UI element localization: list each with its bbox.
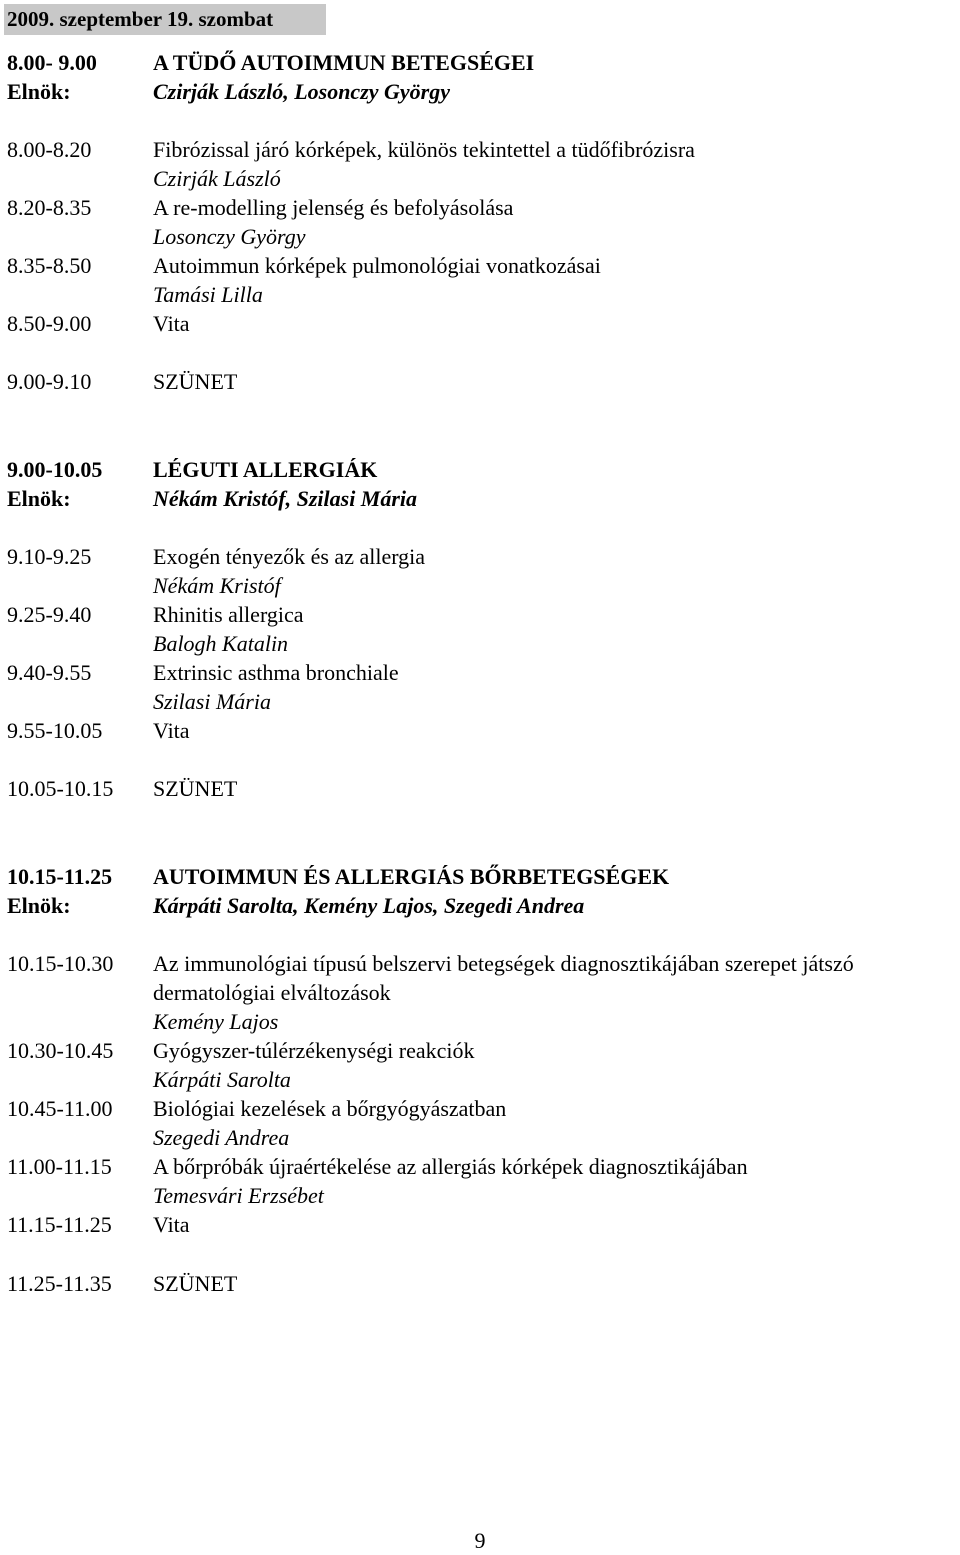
schedule-row	[0, 629, 960, 658]
schedule-row	[0, 367, 960, 396]
row-text: Extrinsic asthma bronchiale	[153, 660, 399, 685]
row-time: Elnök:	[7, 79, 71, 104]
row-time: Elnök:	[7, 893, 71, 918]
row-time: 8.00-8.20	[7, 137, 92, 162]
row-text: A TÜDŐ AUTOIMMUN BETEGSÉGEI	[153, 50, 535, 75]
schedule-row	[0, 862, 960, 891]
row-time: 8.20-8.35	[7, 195, 92, 220]
schedule-row	[0, 135, 960, 164]
row-text: Vita	[153, 718, 190, 743]
row-text: LÉGUTI ALLERGIÁK	[153, 457, 378, 482]
row-text: SZÜNET	[153, 776, 238, 801]
row-time: 10.45-11.00	[7, 1096, 113, 1121]
schedule-row	[0, 309, 960, 338]
row-time: 8.50-9.00	[7, 311, 92, 336]
schedule-row	[0, 774, 960, 803]
row-time: 10.05-10.15	[7, 776, 114, 801]
schedule-row	[0, 949, 960, 978]
schedule-row	[0, 658, 960, 687]
row-time: 8.00- 9.00	[7, 50, 97, 75]
row-text: Losonczy György	[153, 224, 306, 249]
row-text: Nékám Kristóf, Szilasi Mária	[153, 486, 418, 511]
row-text: dermatológiai elváltozások	[153, 980, 391, 1005]
row-text: AUTOIMMUN ÉS ALLERGIÁS BŐRBETEGSÉGEK	[153, 864, 670, 889]
row-text: SZÜNET	[153, 1271, 238, 1296]
schedule-row	[0, 77, 960, 106]
schedule-row	[0, 542, 960, 571]
row-text: Rhinitis allergica	[153, 602, 304, 627]
row-time: 10.30-10.45	[7, 1038, 114, 1063]
schedule-row	[0, 164, 960, 193]
row-text: Temesvári Erzsébet	[153, 1183, 324, 1208]
row-text: Biológiai kezelések a bőrgyógyászatban	[153, 1096, 507, 1121]
row-text: Exogén tényezők és az allergia	[153, 544, 426, 569]
row-text: Vita	[153, 1212, 190, 1237]
row-time: 9.00-10.05	[7, 457, 103, 482]
row-text: Az immunológiai típusú belszervi betegségek diagnosztikájában szerepet játszó	[153, 951, 854, 976]
row-text: A bőrpróbák újraértékelése az allergiás kórképek diagnosztikájában	[153, 1154, 748, 1179]
schedule-row	[0, 1152, 960, 1181]
schedule-row	[0, 455, 960, 484]
schedule-row	[0, 978, 960, 1007]
row-text: Gyógyszer-túlérzékenységi reakciók	[153, 1038, 475, 1063]
date-banner: 2009. szeptember 19. szombat	[4, 4, 326, 35]
schedule-row	[0, 484, 960, 513]
row-text: Fibrózissal járó kórképek, különös tekintettel a tüdőfibrózisra	[153, 137, 695, 162]
row-text: SZÜNET	[153, 369, 238, 394]
row-text: Kárpáti Sarolta	[153, 1067, 291, 1092]
row-time: 8.35-8.50	[7, 253, 92, 278]
schedule-row	[0, 600, 960, 629]
schedule-row	[0, 571, 960, 600]
schedule-row	[0, 280, 960, 309]
schedule-row	[0, 1036, 960, 1065]
row-text: Kárpáti Sarolta, Kemény Lajos, Szegedi Andrea	[153, 893, 585, 918]
row-time: 9.10-9.25	[7, 544, 92, 569]
row-text: Vita	[153, 311, 190, 336]
schedule-row	[0, 1181, 960, 1210]
row-text: Tamási Lilla	[153, 282, 263, 307]
row-time: 11.00-11.15	[7, 1154, 112, 1179]
row-text: Szegedi Andrea	[153, 1125, 290, 1150]
row-text: Czirják László	[153, 166, 281, 191]
row-text: Balogh Katalin	[153, 631, 289, 656]
row-time: 9.00-9.10	[7, 369, 92, 394]
row-time: 9.25-9.40	[7, 602, 92, 627]
row-time: 9.55-10.05	[7, 718, 103, 743]
schedule-row	[0, 222, 960, 251]
row-text: Autoimmun kórképek pulmonológiai vonatkozásai	[153, 253, 601, 278]
schedule-row	[0, 193, 960, 222]
schedule-row	[0, 48, 960, 77]
schedule-row	[0, 1007, 960, 1036]
row-text: Nékám Kristóf	[153, 573, 281, 598]
row-text: A re-modelling jelenség és befolyásolása	[153, 195, 514, 220]
row-time: 11.15-11.25	[7, 1212, 112, 1237]
row-time: Elnök:	[7, 486, 71, 511]
row-text: Czirják László, Losonczy György	[153, 79, 450, 104]
row-time: 9.40-9.55	[7, 660, 92, 685]
schedule-row	[0, 1094, 960, 1123]
row-time: 11.25-11.35	[7, 1271, 112, 1296]
schedule-row	[0, 251, 960, 280]
row-time: 10.15-11.25	[7, 864, 113, 889]
page-number: 9	[474, 1528, 486, 1553]
schedule-row	[0, 891, 960, 920]
schedule-row	[0, 687, 960, 716]
schedule-row	[0, 1269, 960, 1298]
schedule-row	[0, 1065, 960, 1094]
schedule-row	[0, 716, 960, 745]
schedule-row	[0, 1123, 960, 1152]
schedule-row	[0, 1210, 960, 1239]
row-text: Kemény Lajos	[153, 1009, 279, 1034]
row-time: 10.15-10.30	[7, 951, 114, 976]
row-text: Szilasi Mária	[153, 689, 271, 714]
